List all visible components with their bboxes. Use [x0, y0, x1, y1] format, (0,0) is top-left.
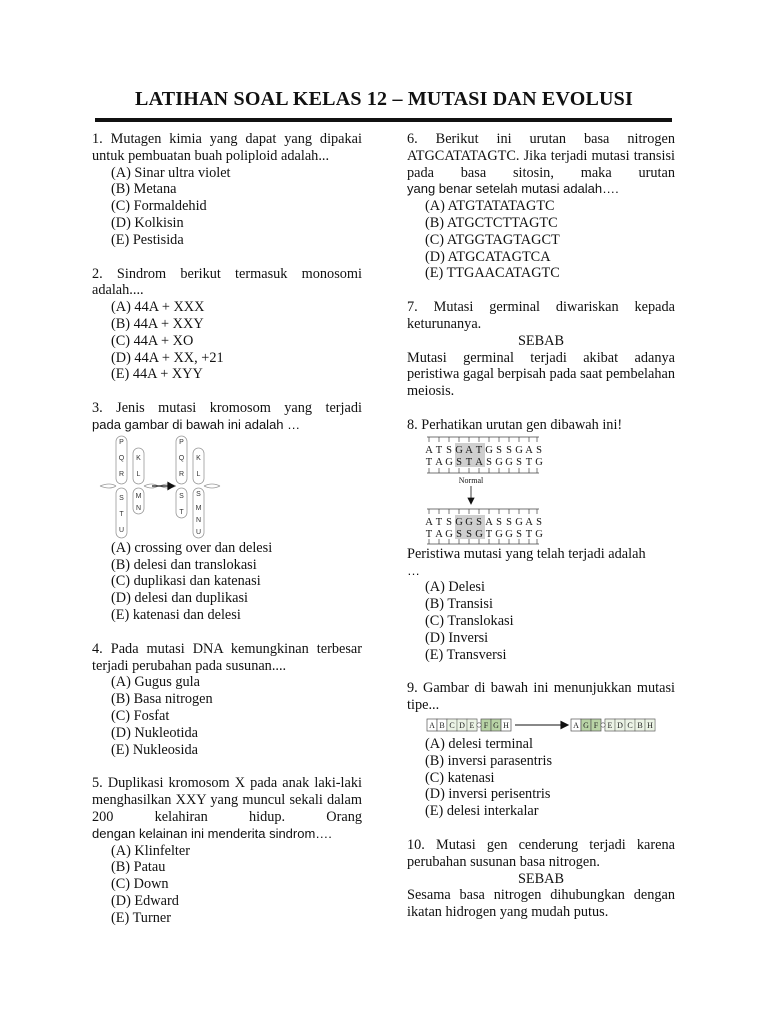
option-d: (D) 44A + XX, +21: [111, 349, 224, 366]
option-c: (C) Down: [111, 876, 169, 893]
segment-label: F: [483, 720, 489, 730]
option-a: (A) Klinfelter: [111, 842, 190, 859]
base-letter: T: [525, 456, 533, 468]
question-reason: Sesama basa nitrogen dihubungkan dengan ikatan hidrogen yang mudah putus.: [407, 887, 675, 921]
base-letter: A: [435, 528, 443, 540]
gene-label: M: [135, 492, 142, 500]
option-a: (A) 44A + XXX: [111, 299, 205, 316]
arrow-label: Normal: [458, 475, 484, 485]
base-letter: T: [435, 516, 443, 528]
question-stem: 9. Gambar di bawah ini menunjukkan mutasi tipe...: [407, 680, 675, 714]
question-stem-continued: yang benar setelah mutasi adalah….: [407, 181, 619, 197]
option-a: (A) Delesi: [425, 579, 485, 596]
option-a: (A) delesi terminal: [425, 735, 533, 752]
question-1: [92, 131, 362, 249]
gene-label: P: [179, 438, 184, 446]
segment-label: C: [449, 720, 455, 730]
question-stem: 5. Duplikasi kromosom X pada anak laki-laki menghasilkan XXY yang muncul sekali dalam 200 kelahiran hidup. Orang: [92, 775, 362, 825]
segment-label: B: [439, 720, 445, 730]
gene-label: N: [195, 516, 202, 524]
base-letter: A: [435, 456, 443, 468]
question-stem: 4. Pada mutasi DNA kemungkinan terbesar terjadi perubahan pada susunan....: [92, 640, 362, 674]
right-column: [407, 131, 675, 938]
base-letter: T: [425, 528, 433, 540]
segment-label: G: [583, 720, 589, 730]
question-stem: 3. Jenis mutasi kromosom yang terjadi: [92, 400, 362, 417]
base-letter: G: [455, 444, 463, 456]
gene-label: S: [179, 492, 184, 500]
segment-label: H: [647, 720, 653, 730]
base-letter: S: [536, 444, 542, 456]
option-b: (B) 44A + XXY: [111, 315, 204, 332]
base-letter: A: [475, 456, 483, 468]
base-letter: S: [446, 516, 452, 528]
option-e: (E) 44A + XYY: [111, 366, 203, 383]
base-letter: G: [465, 516, 473, 528]
base-letter: G: [475, 528, 483, 540]
option-c: (C) ATGGTAGTAGCT: [425, 231, 560, 248]
option-d: (D) Edward: [111, 892, 179, 909]
option-e: (E) Transversi: [425, 646, 507, 663]
question-stem: 1. Mutagen kimia yang dapat yang dipakai untuk pembuatan buah poliploid adalah...: [92, 131, 362, 164]
question-2: [92, 266, 362, 384]
base-letter: T: [525, 528, 533, 540]
gene-label: T: [179, 508, 184, 516]
option-e: (E) TTGAACATAGTC: [425, 265, 560, 282]
segment-label: A: [429, 720, 435, 730]
gene-label: Q: [178, 454, 185, 462]
dna-sequence-diagram: [407, 434, 567, 546]
base-letter: S: [506, 444, 512, 456]
question-stem: 10. Mutasi gen cenderung terjadi karena perubahan susunan basa nitrogen.: [407, 836, 675, 870]
question-reason: Mutasi germinal terjadi akibat adanya peristiwa gagal berpisah pada saat pembelahan meiosis.: [407, 349, 675, 400]
gene-label: M: [195, 504, 202, 512]
segment-label: H: [503, 720, 509, 730]
left-column: [92, 131, 362, 943]
base-letter: G: [445, 456, 453, 468]
segment-label: D: [617, 720, 623, 730]
base-letter: T: [475, 444, 483, 456]
base-letter: S: [496, 444, 502, 456]
segment-label: E: [607, 720, 613, 730]
option-b: (B) Metana: [111, 181, 177, 198]
base-letter: S: [516, 456, 522, 468]
question-stem: 7. Mutasi germinal diwariskan kepada keturunanya.: [407, 299, 675, 332]
question-stem: 8. Perhatikan urutan gen dibawah ini!: [407, 416, 623, 433]
option-c: (C) 44A + XO: [111, 332, 194, 349]
base-letter: G: [495, 528, 503, 540]
base-letter: T: [425, 456, 433, 468]
segment-label: E: [469, 720, 475, 730]
option-d: (D) Inversi: [425, 629, 489, 646]
base-letter: S: [486, 456, 492, 468]
base-letter: G: [535, 456, 543, 468]
option-e: (E) Nukleosida: [111, 741, 198, 758]
base-letter: A: [525, 516, 533, 528]
question-stem-continued: dengan kelainan ini menderita sindrom….: [92, 825, 332, 841]
question-stem: 6. Berikut ini urutan basa nitrogen ATGCATATAGTC. Jika terjadi mutasi transisi pada basa sitosin, maka urutan: [407, 131, 675, 181]
base-letter: G: [445, 528, 453, 540]
option-e: (E) Pestisida: [111, 231, 184, 248]
option-b: (B) Patau: [111, 859, 166, 876]
title-divider: [95, 118, 672, 122]
segment-label: G: [493, 720, 499, 730]
base-letter: S: [466, 528, 472, 540]
option-c: (C) Fosfat: [111, 707, 170, 724]
base-letter: S: [456, 456, 462, 468]
sebab-connector: SEBAB: [517, 332, 565, 349]
question-10: [407, 837, 675, 921]
question-stem-continued: pada gambar di bawah ini adalah …: [92, 416, 301, 432]
base-letter: A: [465, 444, 473, 456]
option-b: (B) inversi parasentris: [425, 752, 553, 769]
question-7: [407, 299, 675, 400]
option-b: (B) Basa nitrogen: [111, 691, 213, 708]
question-9: [407, 680, 675, 820]
gene-label: N: [135, 504, 142, 512]
gene-label: S: [119, 494, 124, 502]
gene-label: U: [195, 528, 202, 536]
base-letter: T: [485, 528, 493, 540]
question-ellipsis: …: [407, 562, 420, 578]
gene-label: L: [136, 470, 141, 478]
question-stem: 2. Sindrom berikut termasuk monosomi adalah....: [92, 265, 362, 299]
base-letter: G: [455, 516, 463, 528]
option-c: (C) Translokasi: [425, 612, 514, 629]
option-b: (B) ATGCTCTTAGTC: [425, 214, 558, 231]
base-letter: T: [465, 456, 473, 468]
question-3: [92, 400, 362, 624]
base-letter: A: [425, 516, 433, 528]
segment-label: D: [459, 720, 465, 730]
gene-label: S: [196, 490, 201, 498]
question-text: Peristiwa mutasi yang telah terjadi adalah: [407, 545, 646, 562]
base-letter: A: [485, 516, 493, 528]
base-letter: G: [535, 528, 543, 540]
option-d: (D) delesi dan duplikasi: [111, 590, 248, 607]
option-d: (D) Kolkisin: [111, 214, 184, 231]
option-e: (E) katenasi dan delesi: [111, 606, 241, 623]
segment-label: A: [573, 720, 579, 730]
chromosome-inversion-diagram: [407, 714, 675, 736]
question-6: [407, 131, 675, 282]
option-d: (D) inversi perisentris: [425, 786, 551, 803]
gene-label: R: [118, 470, 125, 478]
base-letter: S: [516, 528, 522, 540]
gene-label: T: [119, 510, 124, 518]
base-letter: A: [525, 444, 533, 456]
base-letter: S: [456, 528, 462, 540]
gene-label: P: [119, 438, 124, 446]
question-8: [407, 417, 675, 663]
base-letter: S: [506, 516, 512, 528]
question-4: [92, 641, 362, 759]
base-letter: S: [446, 444, 452, 456]
base-letter: A: [425, 444, 433, 456]
option-e: (E) Turner: [111, 909, 171, 926]
base-letter: G: [485, 444, 493, 456]
base-letter: T: [435, 444, 443, 456]
base-letter: S: [476, 516, 482, 528]
gene-label: R: [178, 470, 185, 478]
base-letter: G: [515, 516, 523, 528]
option-e: (E) delesi interkalar: [425, 803, 539, 820]
option-b: (B) Transisi: [425, 596, 493, 613]
base-letter: S: [496, 516, 502, 528]
segment-label: F: [593, 720, 599, 730]
chromosome-diagram: [92, 434, 222, 540]
base-letter: G: [515, 444, 523, 456]
option-d: (D) ATGCATAGTCA: [425, 248, 551, 265]
question-5: [92, 775, 362, 926]
segment-label: C: [627, 720, 633, 730]
option-d: (D) Nukleotida: [111, 724, 198, 741]
gene-label: Q: [118, 454, 125, 462]
option-c: (C) duplikasi dan katenasi: [111, 573, 261, 590]
option-c: (C) katenasi: [425, 769, 495, 786]
gene-label: K: [136, 454, 141, 462]
option-b: (B) delesi dan translokasi: [111, 556, 257, 573]
base-letter: S: [536, 516, 542, 528]
base-letter: G: [505, 528, 513, 540]
option-a: (A) ATGTATATAGTC: [425, 198, 555, 215]
segment-label: B: [637, 720, 643, 730]
option-a: (A) Gugus gula: [111, 674, 200, 691]
gene-label: L: [196, 470, 201, 478]
option-c: (C) Formaldehid: [111, 198, 207, 215]
page-title: LATIHAN SOAL KELAS 12 – MUTASI DAN EVOLUSI: [135, 88, 633, 110]
sebab-connector: SEBAB: [517, 870, 565, 887]
base-letter: G: [505, 456, 513, 468]
gene-label: U: [118, 526, 125, 534]
option-a: (A) crossing over dan delesi: [111, 539, 273, 556]
base-letter: G: [495, 456, 503, 468]
gene-label: K: [196, 454, 201, 462]
option-a: (A) Sinar ultra violet: [111, 164, 231, 181]
